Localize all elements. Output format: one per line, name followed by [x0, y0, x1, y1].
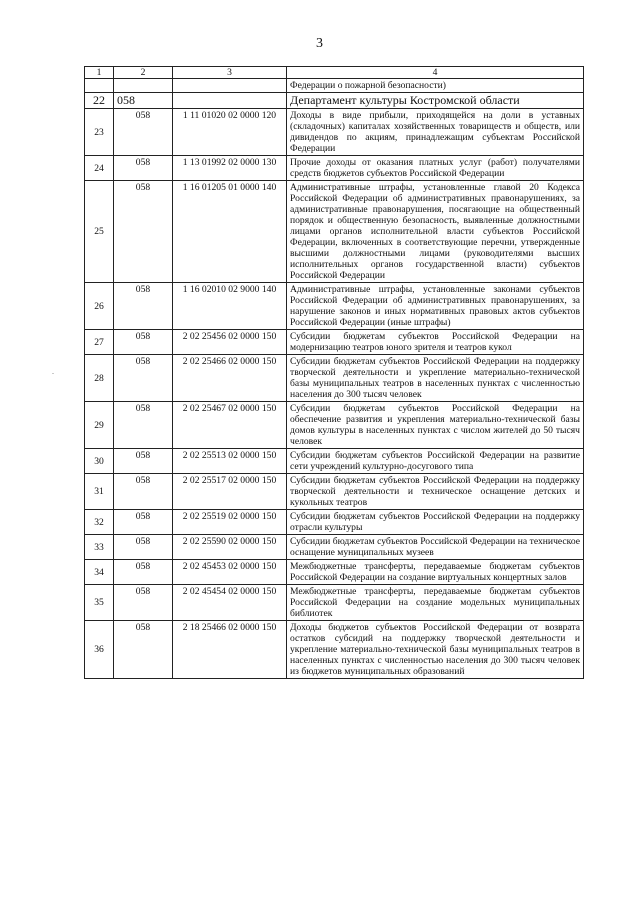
row-number: 23	[85, 109, 114, 156]
revenue-description: Доходы бюджетов субъектов Российской Федерации от возврата остатков субсидий на поддержку творческой деятельности и укрепление материально-технической базы муниципальных театров в населенных пунктах с численностью населения до 300 тысяч человек из бюджетов муниципальных образований	[287, 621, 584, 679]
revenue-code: 1 11 01020 02 0000 120	[173, 109, 287, 156]
row-number: 26	[85, 283, 114, 330]
revenue-description: Административные штрафы, установленные законами субъектов Российской Федерации об административных правонарушениях, за нарушение законов и иных нормативных правовых актов субъектов Российской Федерации (иные штрафы)	[287, 283, 584, 330]
row-number: 25	[85, 181, 114, 283]
admin-code: 058	[114, 355, 173, 402]
table-row	[85, 355, 584, 402]
column-header-4: 4	[287, 67, 584, 79]
row-number: 35	[85, 585, 114, 621]
continuation-text: Федерации о пожарной безопасности)	[287, 79, 584, 93]
revenue-code: 2 02 25467 02 0000 150	[173, 402, 287, 449]
admin-code: 058	[114, 156, 173, 181]
revenue-code: 2 18 25466 02 0000 150	[173, 621, 287, 679]
table-row	[85, 283, 584, 330]
revenue-description: Субсидии бюджетам субъектов Российской Федерации на техническое оснащение муниципальных музеев	[287, 535, 584, 560]
admin-code: 058	[114, 621, 173, 679]
row-number: 29	[85, 402, 114, 449]
table-row	[85, 449, 584, 474]
table-row	[85, 181, 584, 283]
revenue-description: Субсидии бюджетам субъектов Российской Федерации на поддержку творческой деятельности и техническое оснащение детских и кукольных театров	[287, 474, 584, 510]
table-row	[85, 402, 584, 449]
revenue-code: 2 02 25466 02 0000 150	[173, 355, 287, 402]
table-row	[85, 109, 584, 156]
admin-code: 058	[114, 474, 173, 510]
revenue-description: Доходы в виде прибыли, приходящейся на доли в уставных (складочных) капиталах хозяйственных товариществ и обществ, или дивидендов по акциям, принадлежащим субъектам Российской Федерации	[287, 109, 584, 156]
revenue-code: 2 02 25456 02 0000 150	[173, 330, 287, 355]
row-number: 30	[85, 449, 114, 474]
table-header-row	[85, 67, 584, 79]
admin-code: 058	[114, 510, 173, 535]
revenue-code: 2 02 45454 02 0000 150	[173, 585, 287, 621]
revenue-description: Межбюджетные трансферты, передаваемые бюджетам субъектов Российской Федерации на создание модельных муниципальных библиотек	[287, 585, 584, 621]
department-name: Департамент культуры Костромской области	[287, 93, 584, 109]
department-row	[85, 93, 584, 109]
admin-code: 058	[114, 449, 173, 474]
revenue-description: Административные штрафы, установленные главой 20 Кодекса Российской Федерации об административных правонарушениях, за административные правонарушения, посягающие на общественный порядок и общественную безопасность, выявленные должностными лицами органов исполнительной власти субъектов Российской Федерации, включенных в соответствующие перечни, утвержденные высшими должностными лицами (руководителями высших исполнительных органов государственной власти) субъектов Российской Федерации	[287, 181, 584, 283]
row-number: 27	[85, 330, 114, 355]
table-row	[85, 156, 584, 181]
row-number: 24	[85, 156, 114, 181]
row-number: 32	[85, 510, 114, 535]
revenue-code: 2 02 25517 02 0000 150	[173, 474, 287, 510]
department-admin-code: 058	[114, 93, 173, 109]
row-number: 33	[85, 535, 114, 560]
table-row	[85, 474, 584, 510]
revenue-code: 2 02 25519 02 0000 150	[173, 510, 287, 535]
column-header-2: 2	[114, 67, 173, 79]
row-number: 34	[85, 560, 114, 585]
revenue-description: Субсидии бюджетам субъектов Российской Федерации на поддержку отрасли культуры	[287, 510, 584, 535]
revenue-description: Межбюджетные трансферты, передаваемые бюджетам субъектов Российской Федерации на создание виртуальных концертных залов	[287, 560, 584, 585]
table-row	[85, 621, 584, 679]
revenue-description: Субсидии бюджетам субъектов Российской Федерации на развитие сети учреждений культурно-досугового типа	[287, 449, 584, 474]
admin-code: 058	[114, 330, 173, 355]
revenue-code: 2 02 25513 02 0000 150	[173, 449, 287, 474]
admin-code: 058	[114, 181, 173, 283]
revenue-code: 2 02 25590 02 0000 150	[173, 535, 287, 560]
margin-mark: .	[52, 367, 54, 376]
admin-code: 058	[114, 109, 173, 156]
revenue-description: Субсидии бюджетам субъектов Российской Федерации на модернизацию театров юного зрителя и театров кукол	[287, 330, 584, 355]
revenue-description: Субсидии бюджетам субъектов Российской Федерации на обеспечение развития и укрепления материально-технической базы домов культуры в населенных пунктах с числом жителей до 50 тысяч человек	[287, 402, 584, 449]
revenue-code: 1 16 02010 02 9000 140	[173, 283, 287, 330]
table-row	[85, 535, 584, 560]
admin-code: 058	[114, 402, 173, 449]
admin-code: 058	[114, 535, 173, 560]
department-number: 22	[85, 93, 114, 109]
table-row	[85, 560, 584, 585]
revenue-code: 1 16 01205 01 0000 140	[173, 181, 287, 283]
admin-code: 058	[114, 283, 173, 330]
table-row	[85, 585, 584, 621]
revenue-description: Прочие доходы от оказания платных услуг (работ) получателями средств бюджетов субъектов Российской Федерации	[287, 156, 584, 181]
revenue-code: 1 13 01992 02 0000 130	[173, 156, 287, 181]
admin-code: 058	[114, 585, 173, 621]
revenue-codes-table	[84, 66, 584, 679]
continuation-row	[85, 79, 584, 93]
revenue-description: Субсидии бюджетам субъектов Российской Федерации на поддержку творческой деятельности и укрепление материально-технической базы муниципальных театров в населенных пунктах с численностью населения до 300 тысяч человек	[287, 355, 584, 402]
row-number: 31	[85, 474, 114, 510]
table-row	[85, 330, 584, 355]
row-number: 28	[85, 355, 114, 402]
column-header-3: 3	[173, 67, 287, 79]
column-header-1: 1	[85, 67, 114, 79]
admin-code: 058	[114, 560, 173, 585]
table-row	[85, 510, 584, 535]
page-number: 3	[316, 36, 323, 51]
row-number: 36	[85, 621, 114, 679]
revenue-code: 2 02 45453 02 0000 150	[173, 560, 287, 585]
